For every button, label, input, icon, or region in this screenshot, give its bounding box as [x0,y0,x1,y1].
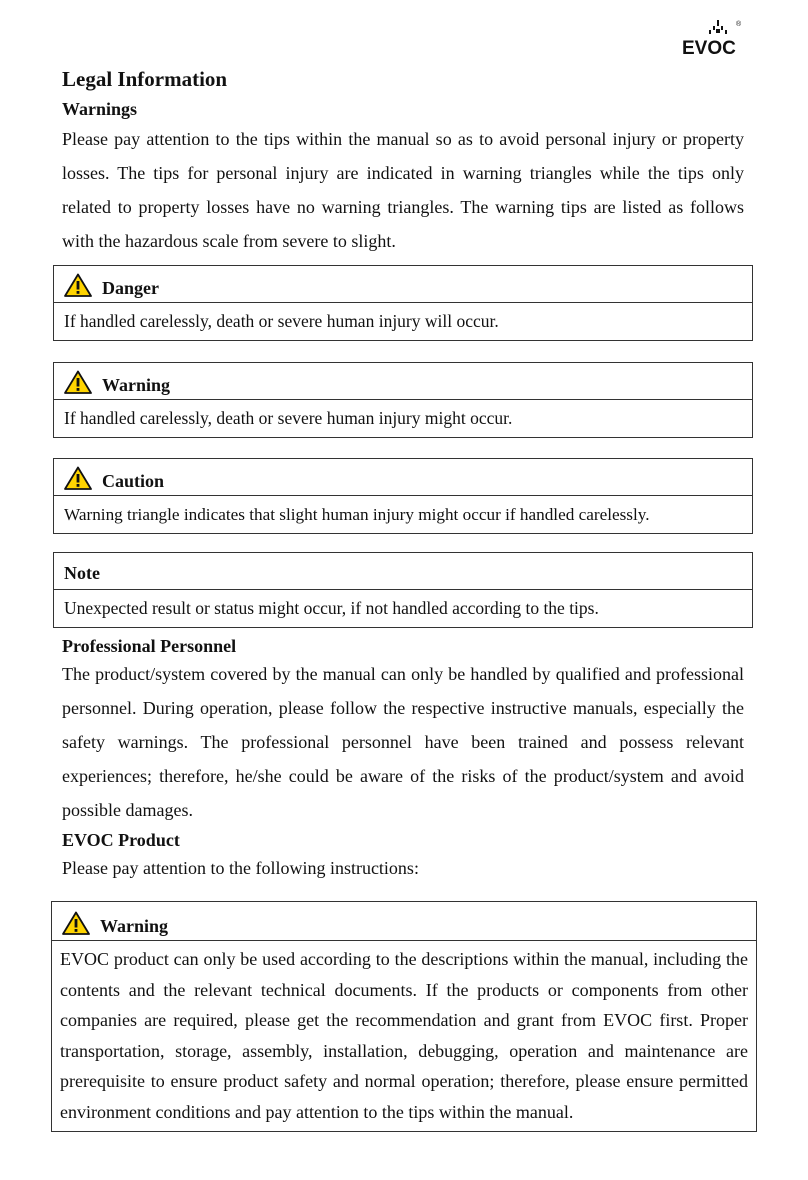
note-box [53,552,753,628]
caution-text: Warning triangle indicates that slight human injury might occur if handled carelessly. [64,504,650,524]
product-heading: EVOC Product [62,830,180,850]
warning-text: If handled carelessly, death or severe human injury might occur. [64,408,513,428]
danger-box-header [54,266,752,303]
product-warning-title: Warning [100,916,169,936]
danger-box [53,265,753,341]
warnings-heading: Warnings [62,99,138,119]
evoc-logo [680,18,744,60]
caution-box [53,458,753,534]
warning-box-header [54,363,752,400]
product-warning-header [52,902,756,941]
product-warning-text: EVOC product can only be used according to the descriptions within the manual, including the contents and the relevant technical documents. If the products or components from other companies are required, please get the recommendation and grant from EVOC first. Proper transportation, storage, assembly, installation, debugging, operation and maintenance are prerequisite to ensure product safety and normal operation; therefore, please ensure permitted environment conditions and pay attention to the tips within the manual. [60,949,748,1122]
note-title: Note [64,563,100,583]
personnel-paragraph: The product/system covered by the manual can only be handled by qualified and professional personnel. During operation, please follow the respective instructive manuals, especially the safety warnings. The professional personnel have been trained and possess relevant experiences; therefore, he/she could be aware of the risks of the product/system and avoid possible damages. [62,664,744,820]
danger-title: Danger [102,278,159,298]
warning-box [53,362,753,438]
product-intro: Please pay attention to the following instructions: [62,858,419,878]
warning-triangle-icon [62,911,90,935]
note-text: Unexpected result or status might occur, if not handled according to the tips. [64,598,599,618]
warning-triangle-icon [64,466,92,490]
warning-triangle-icon [64,370,92,394]
warnings-paragraph: Please pay attention to the tips within the manual so as to avoid personal injury or property losses. The tips for personal injury are indicated in warning triangles while the tips only related to property losses have no warning triangles. The warning tips are listed as follows with the hazardous scale from severe to slight. [62,129,744,251]
product-warning-box [51,901,757,1132]
personnel-heading: Professional Personnel [62,636,237,656]
note-box-header [54,553,752,590]
logo-star-burst [709,20,727,34]
danger-text: If handled carelessly, death or severe human injury will occur. [64,311,499,331]
page-title: Legal Information [62,67,228,91]
warning-title: Warning [102,375,171,395]
caution-title: Caution [102,471,165,491]
warning-triangle-icon [64,273,92,297]
registered-mark: ® [736,21,742,28]
document-body [62,66,744,258]
personnel-section [62,635,744,885]
logo-text: EVOC [682,38,736,59]
caution-box-header [54,459,752,496]
